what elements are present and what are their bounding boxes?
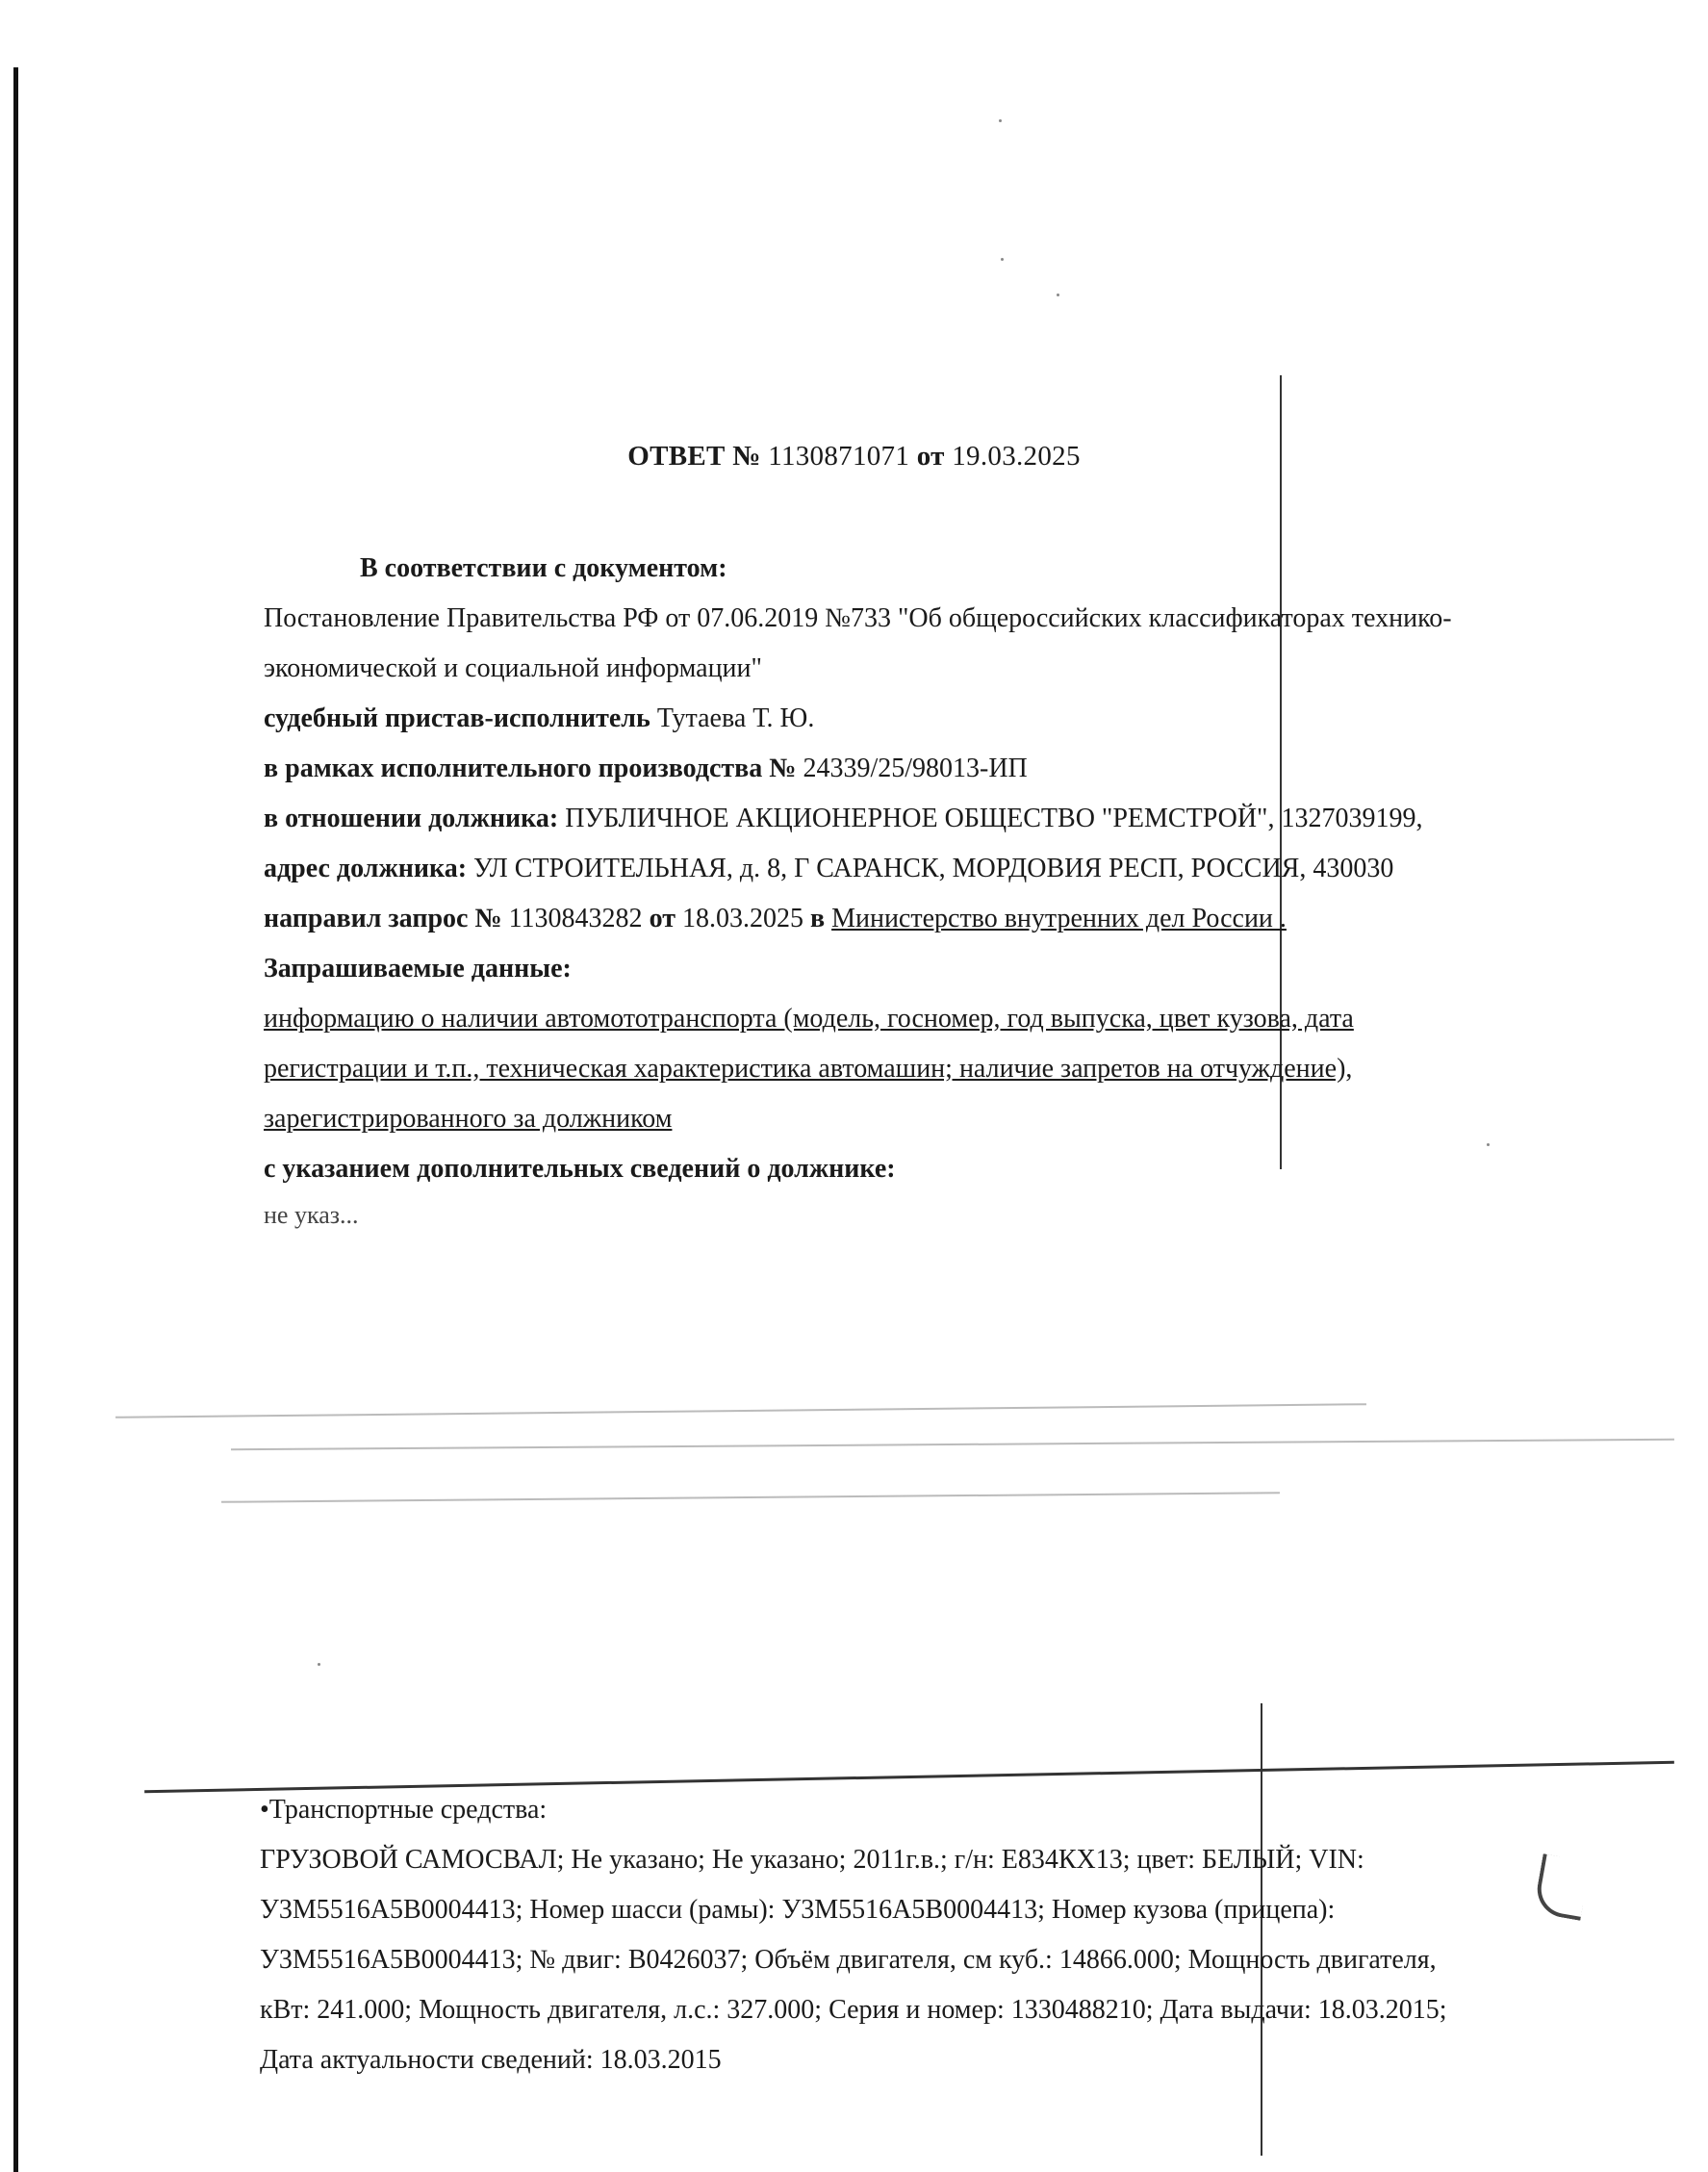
- title-date: 19.03.2025: [952, 441, 1081, 472]
- vehicle-line4: кВт: 241.000; Мощность двигателя, л.с.: 327.000; Серия и номер: 1330488210; Дата выдачи: 18.03.2015;: [260, 1995, 1447, 2025]
- vehicles-heading: •Транспортные средства:: [260, 1795, 548, 1825]
- proceeding-label: в рамках исполнительного производства №: [264, 754, 797, 783]
- request-number: 1130843282: [508, 904, 643, 933]
- vehicles-section: [260, 1785, 1607, 2085]
- request-from-label: от: [649, 904, 676, 933]
- requested-label: Запрашиваемые данные:: [264, 954, 572, 984]
- requested-line2: регистрации и т.п., техническая характеристика автомашин; наличие запретов на отчуждение),: [264, 1054, 1353, 1084]
- scan-streak: [231, 1439, 1674, 1450]
- vehicle-line1: ГРУЗОВОЙ САМОСВАЛ; Не указано; Не указано; 2011г.в.; г/н: Е834КХ13; цвет: БЕЛЫЙ; VIN:: [260, 1845, 1364, 1875]
- address-line: [264, 844, 1611, 894]
- address-value: УЛ СТРОИТЕЛЬНАЯ, д. 8, Г САРАНСК, МОРДОВИЯ РЕСП, РОССИЯ, 430030: [473, 854, 1394, 883]
- intro-heading: В соответствии с документом:: [360, 553, 727, 583]
- vehicle-line3: У3М5516А5В0004413; № двиг: В0426037; Объём двигателя, см куб.: 14866.000; Мощность двигателя,: [260, 1945, 1437, 1975]
- scan-speck: [1001, 258, 1004, 261]
- additional-label: с указанием дополнительных сведений о должнике:: [264, 1154, 896, 1184]
- address-label: адрес должника:: [264, 854, 468, 883]
- scan-streak: [115, 1403, 1366, 1418]
- document-reference-line2: экономической и социальной информации": [264, 653, 762, 683]
- bailiff-name: Тутаева Т. Ю.: [656, 703, 815, 733]
- request-to-label: в: [809, 904, 826, 933]
- scan-streak: [221, 1492, 1280, 1503]
- proceeding-line: [264, 744, 1611, 794]
- request-recipient: Министерство внутренних дел России .: [831, 904, 1287, 933]
- document-title: [0, 441, 1708, 473]
- title-mid: от: [916, 441, 945, 472]
- scan-left-edge: [13, 67, 18, 2172]
- request-line: [264, 894, 1611, 944]
- bailiff-label: судебный пристав-исполнитель: [264, 703, 650, 733]
- debtor-label: в отношении должника:: [264, 804, 559, 833]
- request-label: направил запрос №: [264, 904, 502, 933]
- proceeding-number: 24339/25/98013-ИП: [803, 754, 1028, 783]
- debtor-line: [264, 794, 1611, 844]
- requested-line1: информацию о наличии автомототранспорта (модель, госномер, год выпуска, цвет кузова, дата: [264, 1004, 1354, 1034]
- title-number: 1130871071: [768, 441, 910, 472]
- document-reference-line1: Постановление Правительства РФ от 07.06.2019 №733 "Об общероссийских классификаторах технико-: [264, 603, 1452, 633]
- document-body: [264, 544, 1611, 1229]
- scan-speck: [318, 1663, 320, 1666]
- vehicle-line2: У3М5516А5В0004413; Номер шасси (рамы): У3М5516А5В0004413; Номер кузова (прицепа):: [260, 1895, 1336, 1925]
- debtor-value: ПУБЛИЧНОЕ АКЦИОНЕРНОЕ ОБЩЕСТВО "РЕМСТРОЙ", 1327039199,: [565, 804, 1423, 833]
- request-date: 18.03.2025: [681, 904, 803, 933]
- scan-speck: [1057, 294, 1059, 296]
- scan-speck: [999, 119, 1002, 122]
- vehicle-line5: Дата актуальности сведений: 18.03.2015: [260, 2045, 722, 2075]
- additional-cut-text: не указ...: [264, 1201, 359, 1229]
- bailiff-line: [264, 694, 1611, 744]
- requested-line3: зарегистрированного за должником: [264, 1104, 673, 1134]
- title-prefix: ОТВЕТ №: [627, 441, 761, 472]
